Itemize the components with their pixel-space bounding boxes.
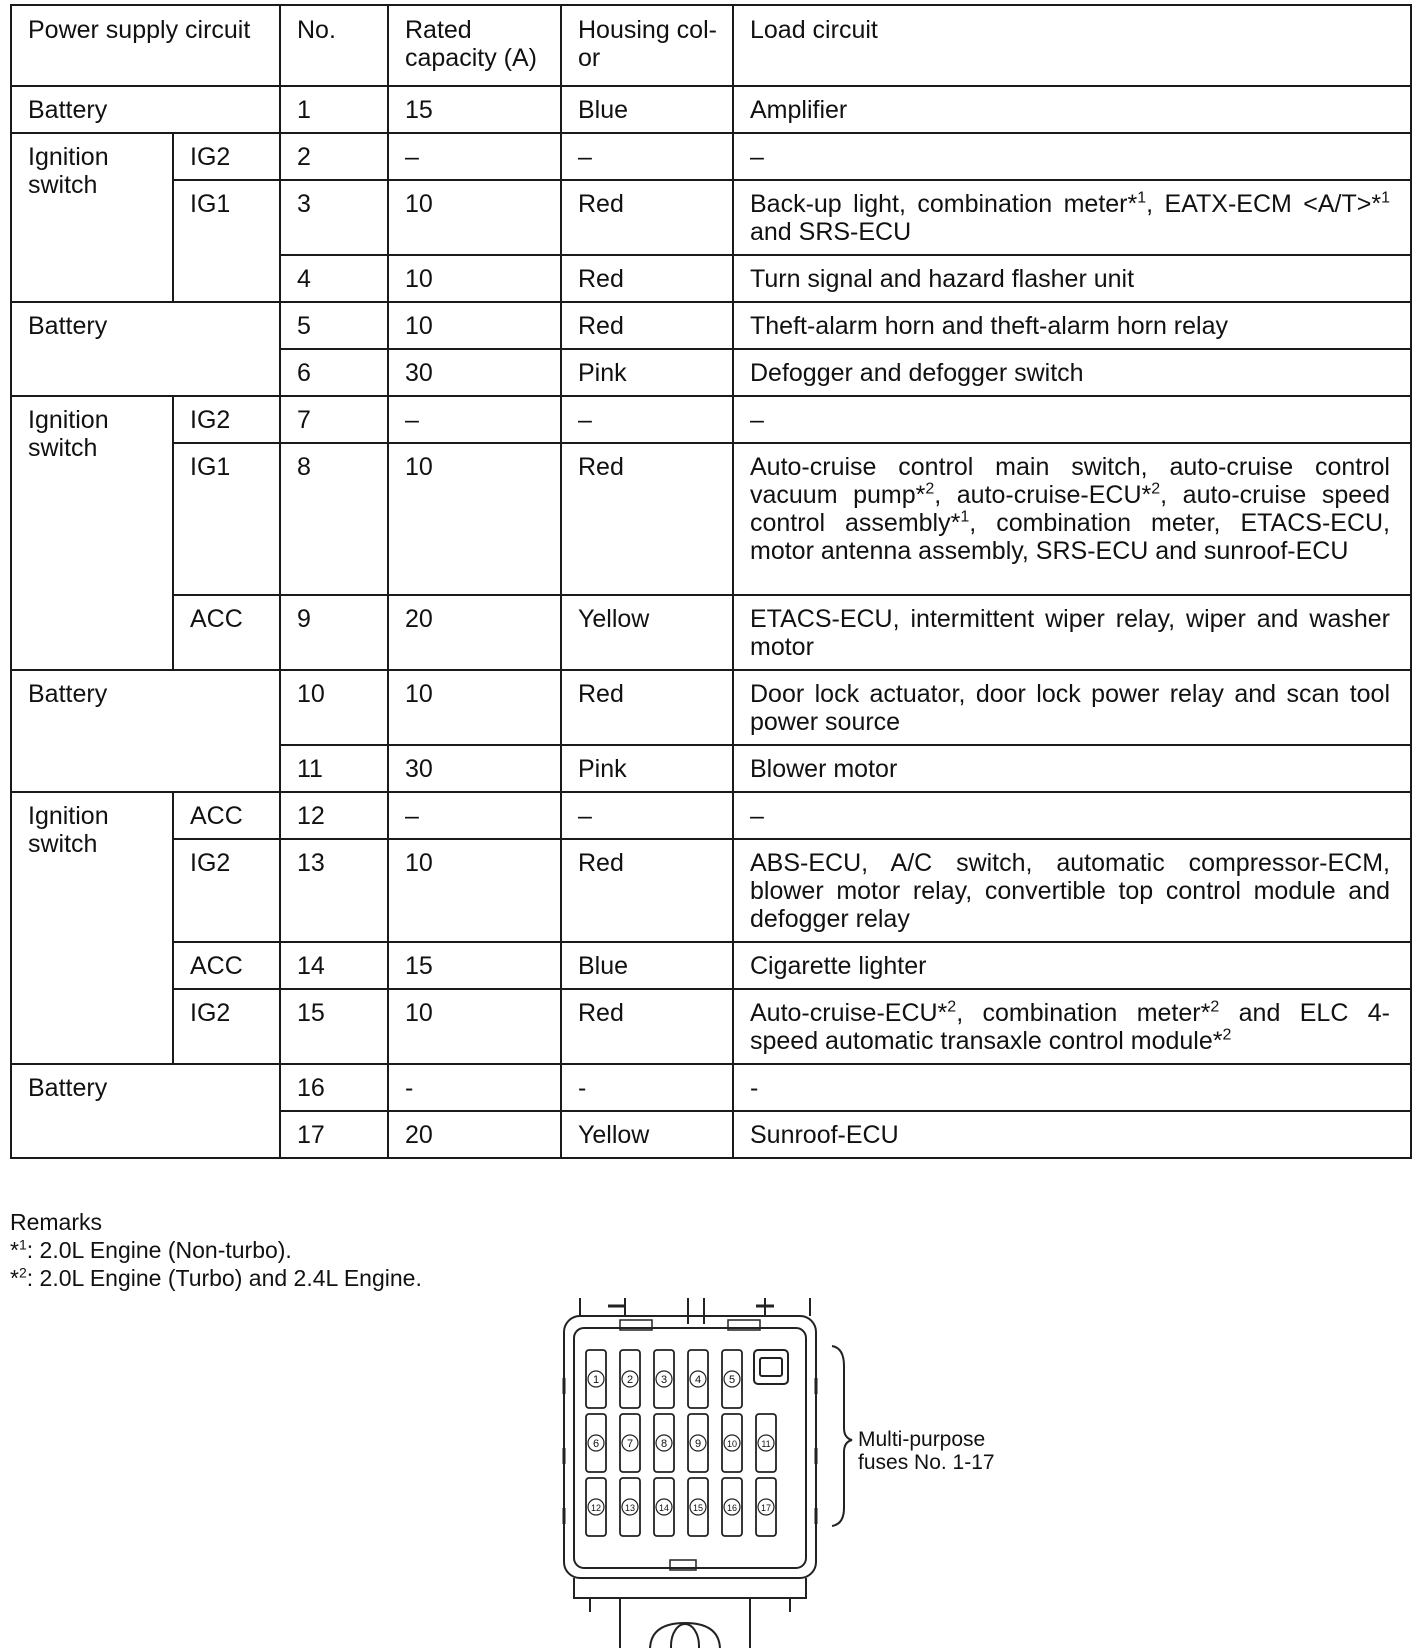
table-row (11, 792, 1411, 839)
fuse-color: – (561, 133, 733, 180)
fuse-number-label: 6 (592, 1438, 600, 1450)
fuse-no: 15 (280, 989, 388, 1064)
fuse-load: Back-up light, combination meter*$^1$, EATX-ECM <A/T>*$^1$ and SRS-ECU (733, 180, 1411, 255)
table-row (11, 595, 1411, 670)
fuse-load: - (733, 1064, 1411, 1111)
source-battery: Battery (11, 670, 280, 792)
fuse-no: 17 (280, 1111, 388, 1158)
table-row (11, 989, 1411, 1064)
fuse-number-label: 11 (761, 1439, 771, 1449)
fuse-no: 10 (280, 670, 388, 745)
fuse-capacity: 10 (388, 180, 561, 255)
source-acc: ACC (173, 792, 280, 839)
fuse-capacity: 15 (388, 942, 561, 989)
fuse-load: Blower motor (733, 745, 1411, 792)
fuse-color: Blue (561, 942, 733, 989)
fuse-capacity: – (388, 396, 561, 443)
fuse-load: – (733, 792, 1411, 839)
header-housing-color: Housing col- or (561, 5, 733, 86)
fuse-no: 6 (280, 349, 388, 396)
fuse-number-label: 7 (626, 1438, 634, 1450)
fuse-capacity: 10 (388, 670, 561, 745)
fuse-no: 11 (280, 745, 388, 792)
table-row (11, 839, 1411, 942)
source-ignition-switch: Ignition switch (11, 133, 173, 302)
fuse-load: Door lock actuator, door lock power relay and scan tool power source (733, 670, 1411, 745)
fuse-color: Red (561, 255, 733, 302)
remark-note-2: *$^2$: 2.0L Engine (Turbo) and 2.4L Engine. (10, 1264, 422, 1291)
fuse-capacity: 20 (388, 595, 561, 670)
source-battery: Battery (11, 302, 280, 396)
fuse-number-label: 10 (726, 1439, 738, 1449)
fuse-capacity: - (388, 1064, 561, 1111)
fuse-color: – (561, 792, 733, 839)
fuse-load: Turn signal and hazard flasher unit (733, 255, 1411, 302)
fuse-number-label: 2 (626, 1374, 634, 1386)
source-ig2: IG2 (173, 989, 280, 1064)
fuse-capacity: – (388, 792, 561, 839)
fuse-number-label: 15 (692, 1503, 704, 1513)
fuse-table (10, 4, 1412, 1159)
source-acc: ACC (173, 595, 280, 670)
fuse-color: Red (561, 989, 733, 1064)
fuse-load: Auto-cruise control main switch, auto-cruise control vacuum pump*$^2$, auto-cruise-ECU*$^2$, auto-cruise speed control assembly*$^1$, combination meter, ETACS-ECU, motor antenna assembly, SRS-ECU and sunroof-ECU (733, 443, 1411, 595)
fuse-no: 3 (280, 180, 388, 255)
fuse-color: - (561, 1064, 733, 1111)
header-power-supply: Power supply circuit (11, 5, 280, 86)
table-row (11, 1064, 1411, 1111)
fuse-no: 5 (280, 302, 388, 349)
fuse-load: Defogger and defogger switch (733, 349, 1411, 396)
fuse-number-label: 14 (658, 1503, 670, 1513)
fuse-color: Red (561, 670, 733, 745)
header-rated-capacity: Rated capacity (A) (388, 5, 561, 86)
source-ignition-switch: Ignition switch (11, 792, 173, 1064)
fuse-number-label: 13 (624, 1503, 636, 1513)
fuse-color: Red (561, 302, 733, 349)
fuse-number-label: 16 (726, 1503, 738, 1513)
fuse-capacity: 10 (388, 443, 561, 595)
fuse-number-label: 5 (728, 1374, 736, 1386)
fuse-load: Auto-cruise-ECU*$^2$, combination meter*$^2$ and ELC 4-speed automatic transaxle control module*$^2$ (733, 989, 1411, 1064)
fuse-box-mount-tab (620, 1610, 750, 1648)
fuse-no: 13 (280, 839, 388, 942)
source-ig2: IG2 (173, 396, 280, 443)
table-header-row (11, 5, 1411, 86)
fuse-capacity: – (388, 133, 561, 180)
source-ignition-switch: Ignition switch (11, 396, 173, 670)
fuse-no: 14 (280, 942, 388, 989)
source-ig1: IG1 (173, 180, 280, 302)
fuse-no: 4 (280, 255, 388, 302)
fuse-load: – (733, 396, 1411, 443)
fuse-capacity: 30 (388, 349, 561, 396)
table-row (11, 942, 1411, 989)
fuse-color: Blue (561, 86, 733, 133)
table-row (11, 670, 1411, 745)
fuse-load: ABS-ECU, A/C switch, automatic compressor-ECM, blower motor relay, convertible top control module and defogger relay (733, 839, 1411, 942)
callout-label-line1: Multi-purpose (858, 1428, 986, 1451)
fuse-capacity: 10 (388, 989, 561, 1064)
fuse-box-diagram (560, 1298, 880, 1648)
header-no: No. (280, 5, 388, 86)
fuse-color: Red (561, 839, 733, 942)
fuse-color: Yellow (561, 1111, 733, 1158)
source-ig2: IG2 (173, 839, 280, 942)
source-acc: ACC (173, 942, 280, 989)
fuse-cells (586, 1350, 776, 1536)
source-ig1: IG1 (173, 443, 280, 595)
fuse-no: 8 (280, 443, 388, 595)
table-row (11, 443, 1411, 595)
fuse-color: – (561, 396, 733, 443)
callout-bracket (832, 1346, 852, 1526)
table-row (11, 302, 1411, 349)
fuse-no: 7 (280, 396, 388, 443)
fuse-no: 12 (280, 792, 388, 839)
table-row (11, 86, 1411, 133)
fuse-color: Pink (561, 349, 733, 396)
fuse-load: Amplifier (733, 86, 1411, 133)
fuse-capacity: 10 (388, 255, 561, 302)
table-row (11, 396, 1411, 443)
callout-label (858, 1428, 995, 1474)
fuse-color: Pink (561, 745, 733, 792)
table-row (11, 180, 1411, 255)
fuse-no: 16 (280, 1064, 388, 1111)
fuse-color: Red (561, 180, 733, 255)
fuse-color: Yellow (561, 595, 733, 670)
fuse-capacity: 30 (388, 745, 561, 792)
header-load-circuit: Load circuit (733, 5, 1411, 86)
fuse-number-label: 3 (660, 1374, 668, 1386)
fuse-no: 1 (280, 86, 388, 133)
fuse-number-label: 4 (694, 1374, 702, 1386)
fuse-number-label: 9 (694, 1438, 702, 1450)
remarks (10, 1208, 422, 1292)
fuse-number-label: 12 (590, 1503, 602, 1513)
fuse-no: 9 (280, 595, 388, 670)
fuse-capacity: 10 (388, 839, 561, 942)
fuse-load: ETACS-ECU, intermittent wiper relay, wiper and washer motor (733, 595, 1411, 670)
fuse-box-connector-left (580, 1298, 810, 1324)
fuse-no: 2 (280, 133, 388, 180)
fuse-number-label: 17 (760, 1503, 772, 1513)
fuse-color: Red (561, 443, 733, 595)
fuse-load: Theft-alarm horn and theft-alarm horn relay (733, 302, 1411, 349)
fuse-capacity: 20 (388, 1111, 561, 1158)
source-battery: Battery (11, 86, 280, 133)
fuse-number-label: 1 (592, 1374, 600, 1386)
fuse-number-label: 8 (660, 1438, 668, 1450)
source-battery: Battery (11, 1064, 280, 1158)
fuse-load: Sunroof-ECU (733, 1111, 1411, 1158)
fuse-load: Cigarette lighter (733, 942, 1411, 989)
fuse-capacity: 15 (388, 86, 561, 133)
remark-note-1: *$^1$: 2.0L Engine (Non-turbo). (10, 1236, 292, 1263)
source-ig2: IG2 (173, 133, 280, 180)
remarks-title: Remarks (10, 1209, 103, 1235)
callout-label-line2: fuses No. 1-17 (858, 1451, 995, 1474)
fuse-load: – (733, 133, 1411, 180)
table-row (11, 133, 1411, 180)
fuse-capacity: 10 (388, 302, 561, 349)
